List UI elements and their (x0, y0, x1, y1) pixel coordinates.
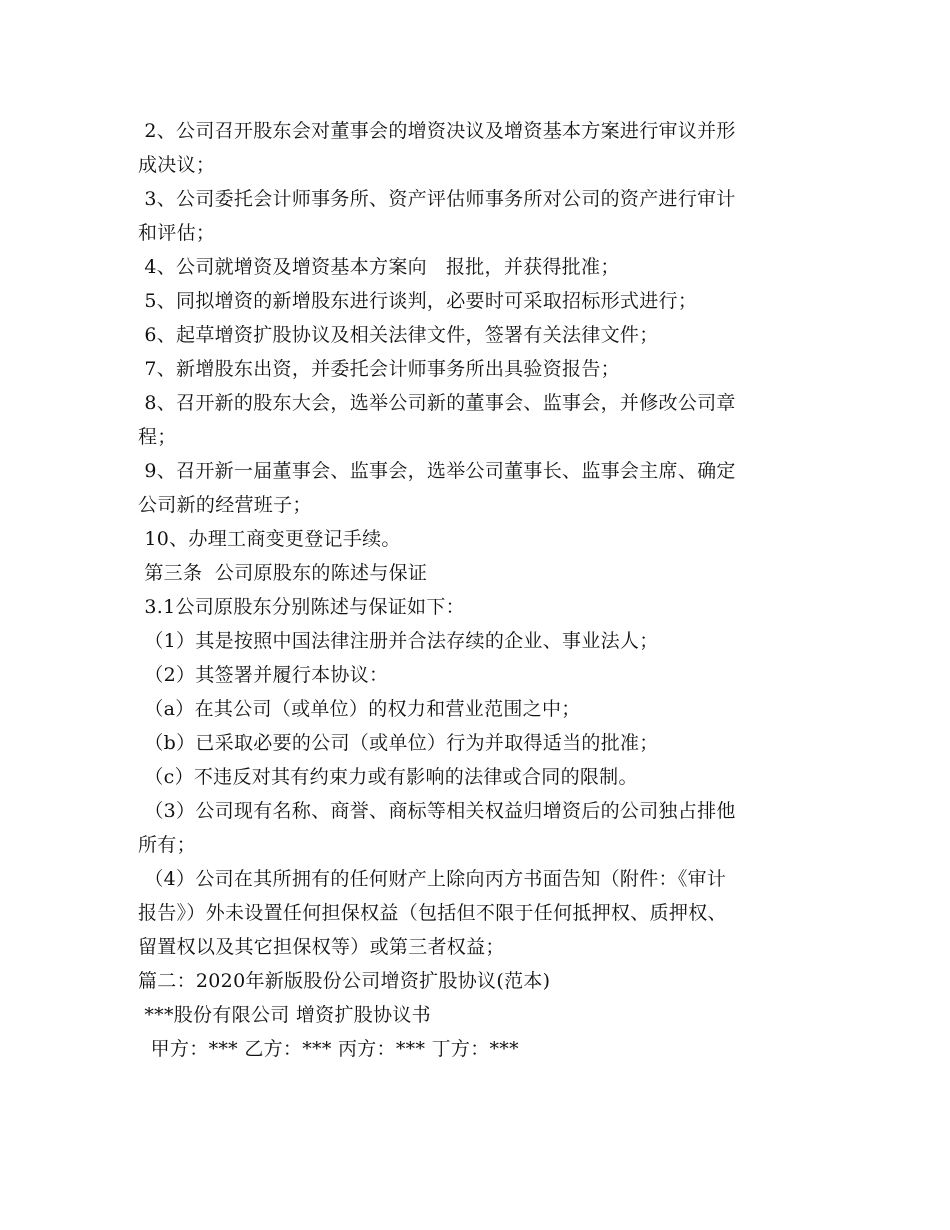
text-line: 程； (138, 426, 177, 448)
text-line: 8、召开新的股东大会，选举公司新的董事会、监事会，并修改公司章 (138, 392, 736, 414)
text-line: 所有； (138, 834, 196, 856)
text-line: 报告》）外未设置任何担保权益（包括但不限于任何抵押权、质押权、 (138, 902, 727, 924)
parties-line: 甲方：*** 乙方：*** 丙方：*** 丁方：*** (138, 1038, 519, 1060)
text-line: （4）公司在其所拥有的任何财产上除向丙方书面告知（附件：《审计 (138, 868, 727, 890)
text-line: 10、办理工商变更登记手续。 (138, 528, 401, 550)
section-heading: 第三条 公司原股东的陈述与保证 (138, 562, 428, 584)
section-title: 篇二：2020年新版股份公司增资扩股协议(范本) (138, 970, 551, 992)
document-body (138, 114, 818, 1066)
text-line: 4、公司就增资及增资基本方案向 报批，并获得批准； (138, 256, 620, 278)
text-line: 9、召开新一届董事会、监事会，选举公司董事长、监事会主席、确定 (138, 460, 736, 482)
text-line: 2、公司召开股东会对董事会的增资决议及增资基本方案进行审议并形 (138, 120, 736, 142)
text-line: 公司新的经营班子； (138, 494, 312, 516)
text-line: （a）在其公司（或单位）的权力和营业范围之中； (138, 698, 581, 720)
text-line: 7、新增股东出资，并委托会计师事务所出具验资报告； (138, 358, 620, 380)
text-line: （3）公司现有名称、商誉、商标等相关权益归增资后的公司独占排他 (138, 800, 736, 822)
agreement-title: ***股份有限公司 增资扩股协议书 (138, 1004, 431, 1026)
text-line: （1）其是按照中国法律注册并合法存续的企业、事业法人； (138, 630, 659, 652)
text-line: 成决议； (138, 154, 216, 176)
text-line: 3、公司委托会计师事务所、资产评估师事务所对公司的资产进行审计 (138, 188, 736, 210)
text-line: 留置权以及其它担保权等）或第三者权益； (138, 936, 505, 958)
text-line: （2）其签署并履行本协议： (138, 664, 389, 686)
text-line: （c）不违反对其有约束力或有影响的法律或合同的限制。 (138, 766, 638, 788)
text-line: （b）已采取必要的公司（或单位）行为并取得适当的批准； (138, 732, 659, 754)
text-line: 3.1公司原股东分别陈述与保证如下： (138, 596, 465, 618)
text-line: 5、同拟增资的新增股东进行谈判，必要时可采取招标形式进行； (138, 290, 698, 312)
text-line: 和评估； (138, 222, 216, 244)
text-line: 6、起草增资扩股协议及相关法律文件，签署有关法律文件； (138, 324, 659, 346)
